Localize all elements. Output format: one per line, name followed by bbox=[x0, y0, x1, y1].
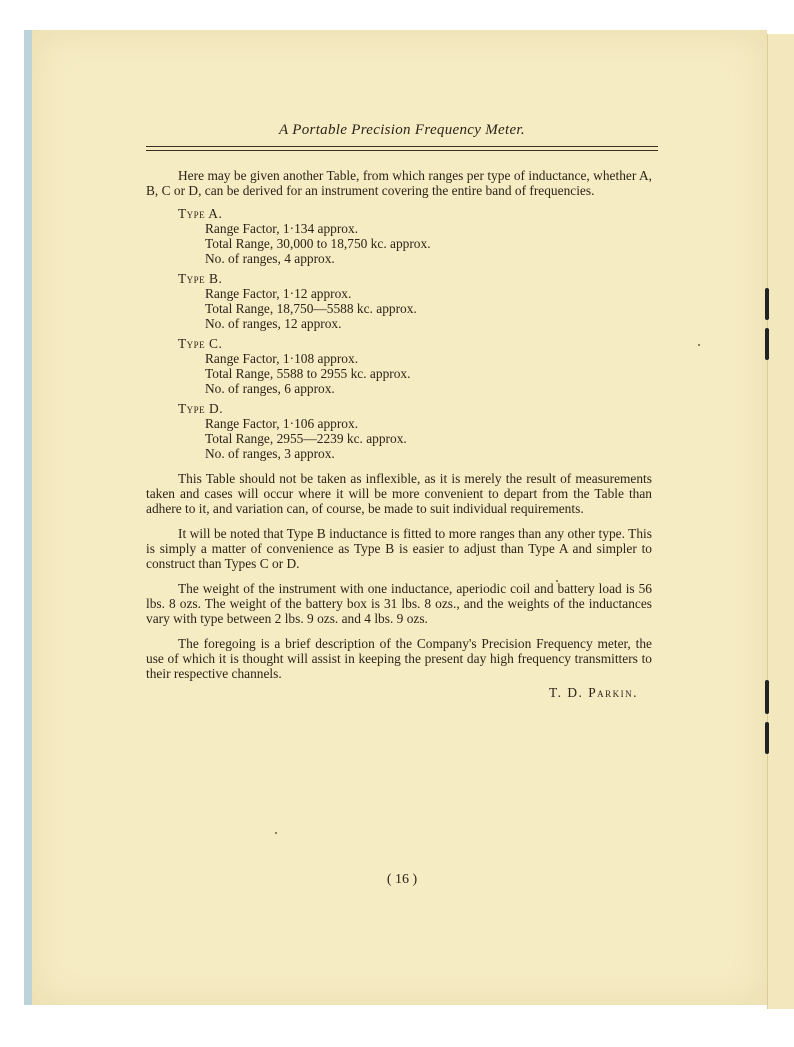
paper-speck bbox=[698, 344, 700, 346]
next-page-edge bbox=[767, 34, 794, 1009]
article-body bbox=[146, 168, 652, 700]
page-number: ( 16 ) bbox=[386, 872, 418, 887]
staple-mark bbox=[765, 328, 769, 360]
header-rule bbox=[146, 150, 658, 151]
type-detail-line: No. of ranges, 4 approx. bbox=[205, 251, 335, 266]
intro-paragraph: Here may be given another Table, from which ranges per type of inductance, whether A, B, C or D, can be derived for an instrument covering the entire band of frequencies. bbox=[146, 168, 652, 198]
type-b-block bbox=[178, 271, 652, 331]
header-rule bbox=[146, 146, 658, 147]
type-heading: Type A. bbox=[178, 206, 223, 221]
type-detail-line: No. of ranges, 12 approx. bbox=[205, 316, 342, 331]
type-c-block bbox=[178, 336, 652, 396]
running-header: A Portable Precision Frequency Meter. bbox=[279, 122, 525, 138]
type-d-block bbox=[178, 401, 652, 461]
type-heading: Type B. bbox=[178, 271, 223, 286]
type-detail-line: No. of ranges, 3 approx. bbox=[205, 446, 335, 461]
type-detail-line: No. of ranges, 6 approx. bbox=[205, 381, 335, 396]
author-signature: T. D. Parkin. bbox=[548, 685, 638, 700]
body-paragraph: The weight of the instrument with one inductance, aperiodic coil and battery load is 56 lbs. 8 ozs. The weight of the battery box is 31 lbs. 8 ozs., and the weights of the inductances vary with type between 2 lbs. 9 ozs. and 4 lbs. 9 ozs. bbox=[146, 581, 652, 626]
type-detail-line: Range Factor, 1·108 approx. bbox=[205, 351, 359, 366]
body-paragraph: The foregoing is a brief description of the Company's Precision Frequency meter, the use of which it is thought will assist in keeping the present day high frequency transmitters to their respective channels. bbox=[146, 636, 652, 681]
type-detail-line: Range Factor, 1·134 approx. bbox=[205, 221, 359, 236]
staple-mark bbox=[765, 288, 769, 320]
type-heading: Type D. bbox=[178, 401, 224, 416]
body-paragraph: This Table should not be taken as inflexible, as it is merely the result of measurements taken and cases will occur where it will be more convenient to depart from the Table than adhere to it, and variation can, of course, be made to suit individual requirements. bbox=[146, 471, 652, 516]
type-heading: Type C. bbox=[178, 336, 223, 351]
type-detail-line: Total Range, 18,750—5588 kc. approx. bbox=[205, 301, 417, 316]
staple-mark bbox=[765, 680, 769, 714]
type-detail-line: Range Factor, 1·106 approx. bbox=[205, 416, 359, 431]
paper-edge bbox=[24, 30, 32, 1005]
type-detail-line: Total Range, 5588 to 2955 kc. approx. bbox=[205, 366, 411, 381]
type-detail-line: Total Range, 30,000 to 18,750 kc. approx. bbox=[205, 236, 431, 251]
staple-mark bbox=[765, 722, 769, 754]
type-a-block bbox=[178, 206, 652, 266]
type-detail-line: Range Factor, 1·12 approx. bbox=[205, 286, 352, 301]
type-detail-line: Total Range, 2955—2239 kc. approx. bbox=[205, 431, 407, 446]
paper-speck bbox=[275, 832, 277, 834]
body-paragraph: It will be noted that Type B inductance is fitted to more ranges than any other type. This is simply a matter of convenience as Type B is easier to adjust than Type A and simpler to construct than Types C or D. bbox=[146, 526, 652, 571]
